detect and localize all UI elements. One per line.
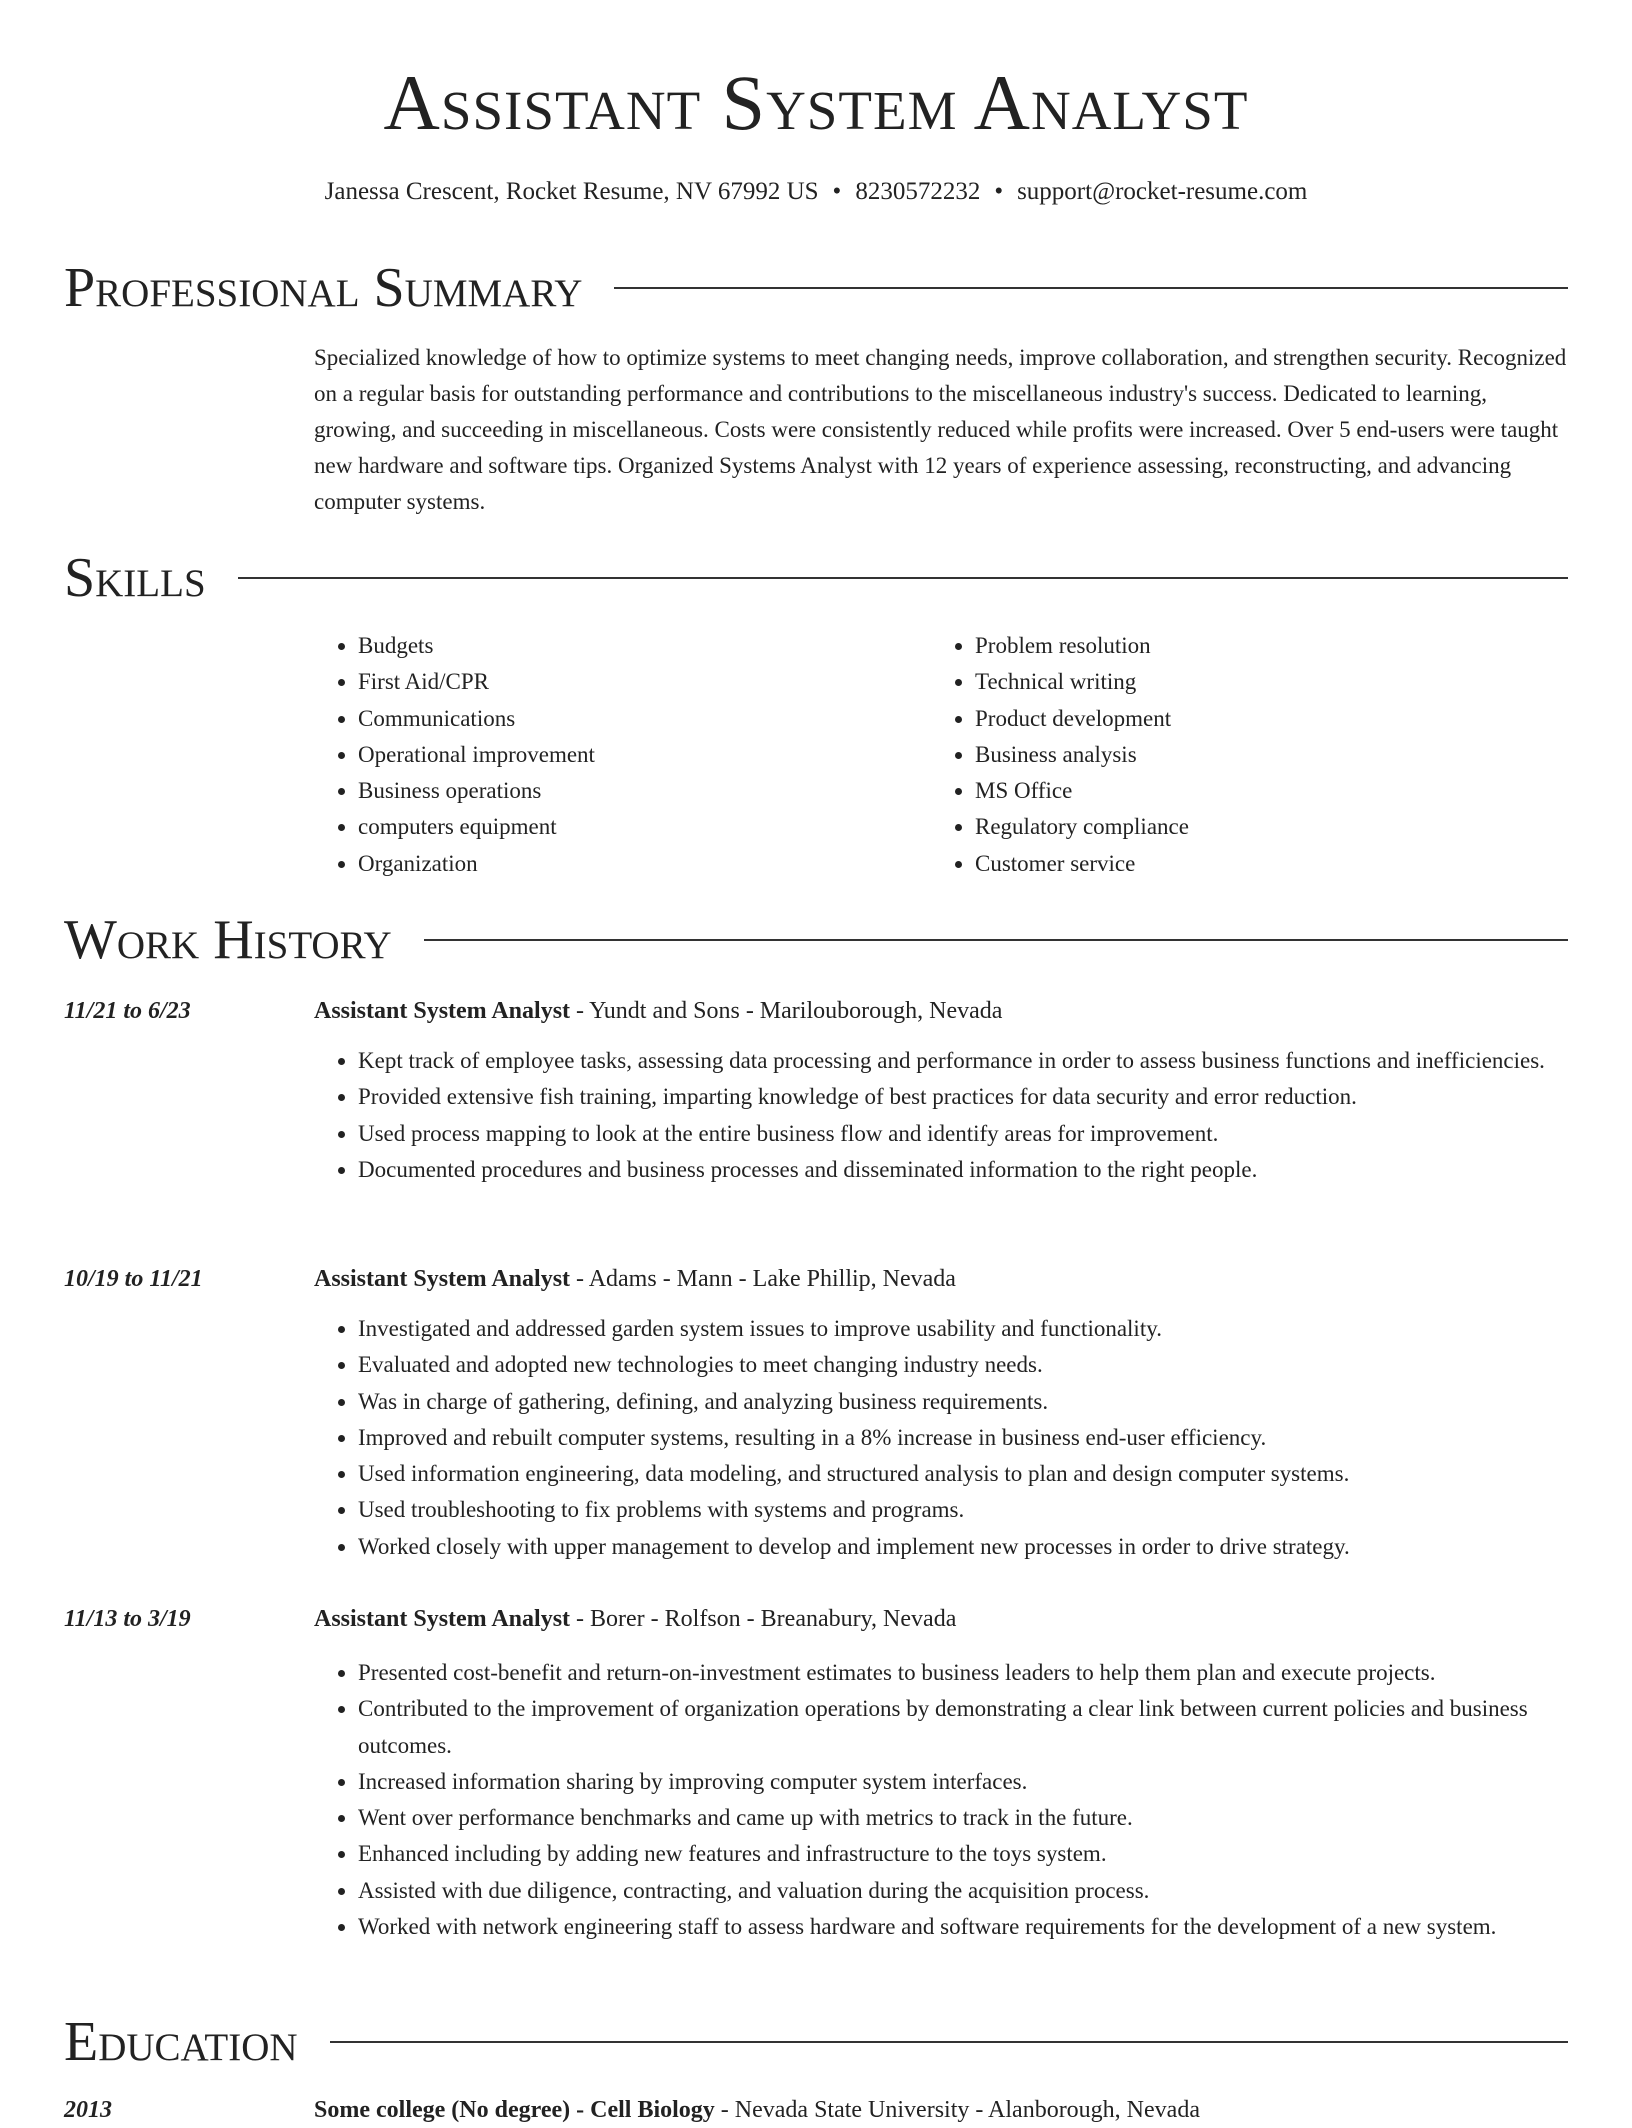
skills-heading: Skills [64, 547, 206, 609]
job-bullets [314, 1655, 1568, 1945]
job-heading [314, 1601, 1568, 1637]
education-degree: Some college (No degree) - Cell Biology [314, 2097, 715, 2123]
job-bullet: • Presented cost-benefit and return-on-investment estimates to business leaders to help them plan and execute projects. [358, 1655, 1568, 1691]
contact-separator: • [832, 178, 842, 205]
job-bullet: • Evaluated and adopted new technologies to meet changing industry needs. [358, 1347, 1568, 1383]
education-section-header [64, 2010, 1568, 2074]
skill-item: • Operational improvement [358, 737, 918, 773]
job-bullet: • Provided extensive fish training, imparting knowledge of best practices for data security and error reduction. [358, 1079, 1568, 1115]
work-heading: Work History [64, 909, 392, 971]
job-bullet: • Improved and rebuilt computer systems, resulting in a 8% increase in business end-user efficiency. [358, 1420, 1568, 1456]
contact-line [0, 175, 1632, 209]
summary-heading: Professional Summary [64, 257, 583, 319]
job-details: - Adams - Mann - Lake Phillip, Nevada [570, 1266, 956, 1292]
skill-item: • Business operations [358, 773, 918, 809]
job-bullet: • Worked with network engineering staff to assess hardware and software requirements for the development of a new system. [358, 1909, 1568, 1945]
job-heading [314, 1261, 1568, 1297]
skill-item: • Regulatory compliance [975, 809, 1535, 845]
job-bullet: • Documented procedures and business processes and disseminated information to the right people. [358, 1152, 1568, 1188]
work-section-header [64, 908, 1568, 972]
job-bullet: • Worked closely with upper management to develop and implement new processes in order to drive strategy. [358, 1529, 1568, 1565]
skill-item: • computers equipment [358, 809, 918, 845]
job-dates: 10/19 to 11/21 [64, 1266, 203, 1292]
contact-address: Janessa Crescent, Rocket Resume, NV 67992 US [324, 178, 819, 205]
job-dates: 11/13 to 3/19 [64, 1606, 191, 1632]
skills-section-header [64, 546, 1568, 610]
job-bullet: • Used troubleshooting to fix problems with systems and programs. [358, 1492, 1568, 1528]
job-bullet: • Used information engineering, data modeling, and structured analysis to plan and design computer systems. [358, 1456, 1568, 1492]
job-bullet: • Was in charge of gathering, defining, and analyzing business requirements. [358, 1384, 1568, 1420]
job-bullets [314, 1043, 1568, 1188]
skill-item: • Organization [358, 846, 918, 882]
job-bullet: • Contributed to the improvement of organization operations by demonstrating a clear link between current policies and business outcomes. [358, 1691, 1568, 1764]
section-divider [330, 2041, 1568, 2043]
job-details: - Borer - Rolfson - Breanabury, Nevada [570, 1606, 957, 1632]
skill-item: • MS Office [975, 773, 1535, 809]
resume-title: Assistant System Analyst [383, 59, 1249, 146]
section-divider [238, 577, 1568, 579]
job-heading [314, 993, 1568, 1029]
skills-column-left [314, 628, 918, 882]
skill-item: • Technical writing [975, 664, 1535, 700]
summary-section-header [64, 256, 1568, 320]
job-dates: 11/21 to 6/23 [64, 998, 191, 1024]
contact-separator: • [994, 178, 1004, 205]
job-title: Assistant System Analyst [314, 998, 571, 1024]
job-bullets [314, 1311, 1568, 1565]
skill-item: • Communications [358, 701, 918, 737]
job-title: Assistant System Analyst [314, 1266, 571, 1292]
skill-item: • Business analysis [975, 737, 1535, 773]
job-bullet: • Enhanced including by adding new features and infrastructure to the toys system. [358, 1836, 1568, 1872]
skill-item: • Customer service [975, 846, 1535, 882]
job-bullet: • Assisted with due diligence, contracting, and valuation during the acquisition process. [358, 1873, 1568, 1909]
education-heading: Education [64, 2011, 298, 2073]
section-divider [614, 287, 1568, 289]
job-bullet: • Used process mapping to look at the entire business flow and identify areas for improvement. [358, 1116, 1568, 1152]
job-bullet: • Kept track of employee tasks, assessing data processing and performance in order to assess business functions and inefficiencies. [358, 1043, 1568, 1079]
contact-phone: 8230572232 [855, 178, 981, 205]
skills-column-right [931, 628, 1535, 882]
skill-item: • Problem resolution [975, 628, 1535, 664]
skill-item: • Product development [975, 701, 1535, 737]
section-divider [424, 939, 1568, 941]
job-details: - Yundt and Sons - Marilouborough, Nevada [570, 998, 1003, 1024]
education-details: - Nevada State University - Alanborough, Nevada [714, 2097, 1200, 2123]
job-bullet: • Investigated and addressed garden system issues to improve usability and functionality. [358, 1311, 1568, 1347]
education-heading-line [314, 2092, 1568, 2128]
education-dates: 2013 [64, 2097, 112, 2123]
job-bullet: • Increased information sharing by improving computer system interfaces. [358, 1764, 1568, 1800]
skill-item: • First Aid/CPR [358, 664, 918, 700]
contact-email: support@rocket-resume.com [1017, 178, 1308, 205]
summary-text: Specialized knowledge of how to optimize systems to meet changing needs, improve collaboration, and strengthen security. Recognized on a regular basis for outstanding performance and contributions to the miscellaneous industry's success. Dedicated to learning, growing, and succeeding in miscellaneous. Costs were consistently reduced while profits were increased. Over 5 end-users were taught new hardware and software tips. Organized Systems Analyst with 12 years of experience assessing, reconstructing, and advancing computer systems. [314, 345, 1567, 514]
skill-item: • Budgets [358, 628, 918, 664]
job-title: Assistant System Analyst [314, 1606, 571, 1632]
job-bullet: • Went over performance benchmarks and came up with metrics to track in the future. [358, 1800, 1568, 1836]
